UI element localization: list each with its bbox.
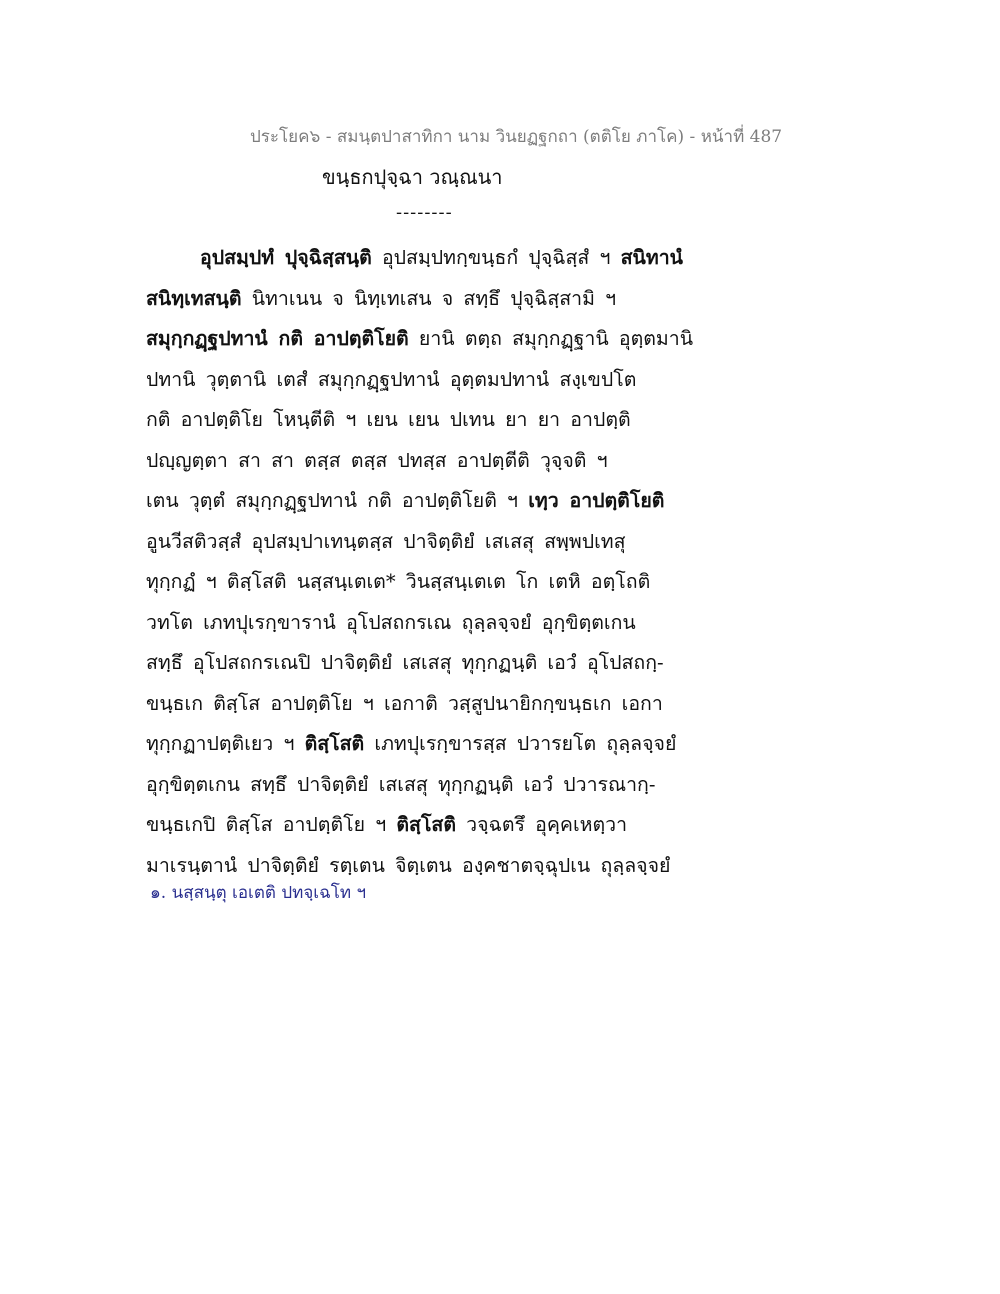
text-line — [146, 400, 706, 441]
text-segment: เภทปุเรกฺขารสฺส ปวารยโต ถุลฺลจฺจยํ — [364, 732, 677, 755]
text-line — [146, 643, 706, 684]
bold-term: ติสฺโสติ — [304, 732, 365, 755]
page-header: ประโยค๖ - สมนฺตปาสาทิกา นาม วินยฏฐกถา (ตติโย ภาโค) - หน้าที่ 487 — [250, 127, 783, 147]
bold-term: เทฺว อาปตฺติโยติ — [528, 489, 665, 512]
bold-term: ติสฺโสติ — [396, 813, 456, 836]
text-line — [146, 562, 706, 603]
text-segment: มาเรนฺตานํ ปาจิตฺติยํ รตฺเตน จิตฺเตน องฺคชาตจฺฉุปเน ถุลฺลจฺจยํ — [146, 853, 671, 877]
text-line — [146, 765, 706, 806]
text-line — [146, 238, 706, 279]
text-line — [146, 441, 706, 482]
text-segment: ปญฺญตฺตา สา สา ตสฺส ตสฺส ปทสฺส อาปตฺตีติ วุจฺจติ ฯ — [146, 448, 608, 472]
text-line — [146, 522, 706, 563]
text-segment: สทฺธึ อุโปสถกรเณปิ ปาจิตฺติยํ เสเสสุ ทุกฺกฏนฺติ เอวํ อุโปสถกฺ- — [146, 651, 664, 674]
text-segment: นิทาเนน จ นิทฺเทเสน จ สทฺธึ ปุจฺฉิสฺสามิ ฯ — [241, 286, 617, 310]
text-line — [146, 360, 706, 401]
text-line — [146, 279, 706, 320]
text-segment: อุกฺขิตฺตเกน สทฺธึ ปาจิตฺติยํ เสเสสุ ทุกฺกฏนฺติ เอวํ ปวารณากฺ- — [146, 772, 656, 796]
bold-term: สนิทฺเทสนฺติ — [146, 286, 242, 310]
text-line — [146, 805, 706, 846]
text-line — [146, 319, 706, 360]
text-line — [146, 603, 706, 644]
text-segment: ยานิ ตตฺถ สมุกฺกฏฺฐานิ อุตฺตมานิ — [408, 327, 694, 350]
bold-term: อุปสมฺปทํ ปุจฺฉิสฺสนฺติ — [200, 246, 372, 269]
text-segment: อูนวีสติวสฺสํ อุปสมฺปาเทนฺตสฺส ปาจิตฺติยํ เสเสสุ สพฺพปเทสุ — [146, 529, 626, 553]
text-segment: เตน วุตฺตํ สมุกฺกฏฺฐปทานํ กติ อาปตฺติโยติ ฯ — [146, 489, 529, 512]
text-segment: ปทานิ วุตฺตานิ เตสํ สมุกฺกฏฺฐปทานํ อุตฺตมปทานํ สงฺเขปโต — [146, 367, 637, 391]
text-segment: ขนฺธเกปิ ติสฺโส อาปตฺติโย ฯ — [146, 813, 397, 836]
text-line — [146, 481, 706, 522]
text-segment: วทโต เภทปุเรกฺขารานํ อุโปสถกรเณ ถุลฺลจฺจยํ อุกฺขิตฺตเกน — [146, 610, 636, 634]
text-line — [146, 724, 706, 765]
text-line — [146, 684, 706, 725]
section-title: ขนฺธกปุจฺฉา วณฺณนา — [322, 165, 503, 189]
text-segment: อุปสมฺปทกฺขนฺธกํ ปุจฺฉิสฺสํ ฯ — [371, 246, 621, 269]
text-segment: ทุกฺกฏาปตฺติเยว ฯ — [146, 732, 305, 755]
text-segment: ขนฺธเก ติสฺโส อาปตฺติโย ฯ เอกาติ วสฺสูปนายิกกฺขนฺธเก เอกา — [146, 691, 663, 715]
footnote: ๑. นสฺสนฺตุ เอเตติ ปทจฺเฉโท ฯ — [150, 883, 366, 903]
bold-term: สมุกฺกฏฺฐปทานํ กติ อาปตฺติโยติ — [146, 327, 409, 350]
body-text — [146, 238, 706, 886]
divider: -------- — [396, 202, 453, 223]
text-segment: วจฺฉตรึ อุคฺคเหตฺวา — [455, 813, 628, 836]
text-segment: ทุกฺกฏํ ฯ ติสฺโสติ นสฺสนฺเตเต* วินสฺสนฺเตเต โก เตหิ อตฺโถติ — [146, 570, 651, 593]
bold-term: สนิทานํ — [620, 246, 684, 269]
text-segment: กติ อาปตฺติโย โหนฺตีติ ฯ เยน เยน ปเทน ยา ยา อาปตฺติ — [146, 408, 631, 431]
